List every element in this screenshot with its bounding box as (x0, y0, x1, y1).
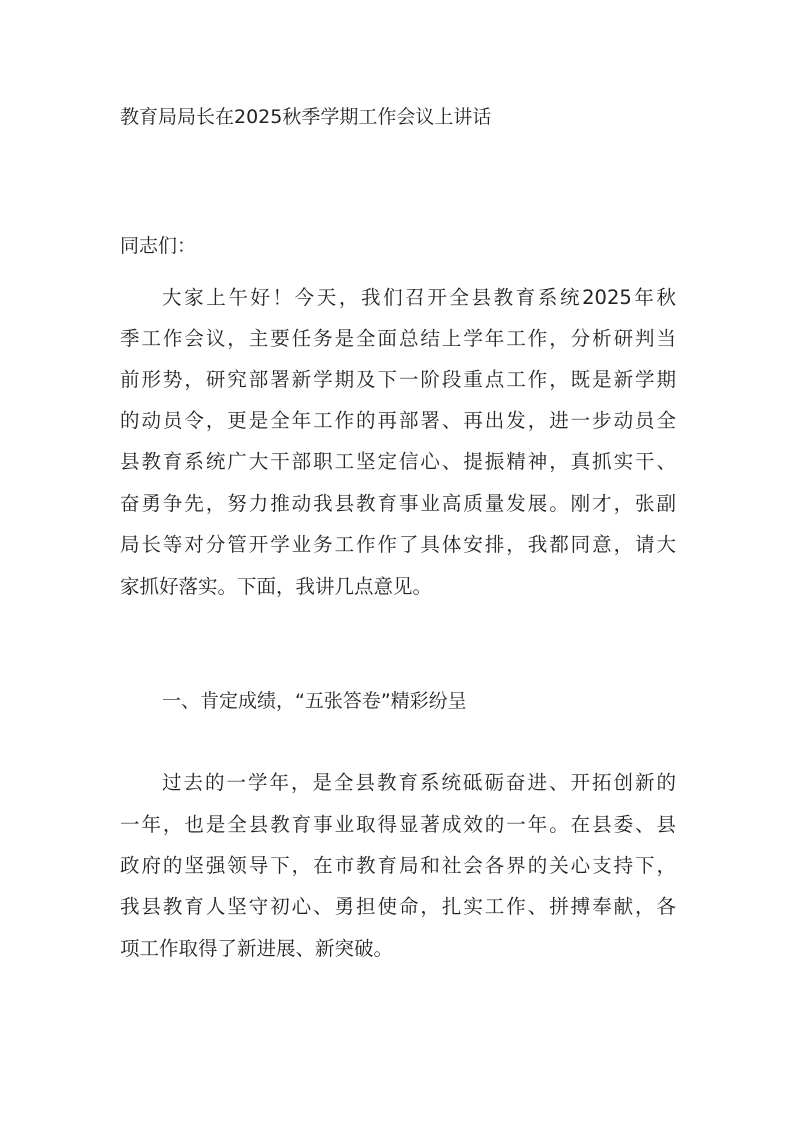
document-title: 教育局局长在2025秋季学期工作会议上讲话 (120, 106, 492, 128)
section-heading: 一、肯定成绩，“五张答卷”精彩纷呈 (162, 690, 467, 712)
paragraph-line: 季工作会议，主要任务是全面总结上学年工作，分析研判当 (120, 327, 676, 350)
paragraph-line: 项工作取得了新进展、新突破。 (120, 937, 394, 960)
paragraph-line: 我县教育人坚守初心、勇担使命，扎实工作、拼搏奉献，各 (120, 895, 676, 918)
paragraph-line: 家抓好落实。下面，我讲几点意见。 (120, 575, 433, 598)
salutation: 同志们： (120, 235, 197, 257)
paragraph-line: 一年，也是全县教育事业取得显著成效的一年。在县委、县 (120, 813, 676, 836)
paragraph-line: 奋勇争先，努力推动我县教育事业高质量发展。刚才，张副 (120, 492, 676, 515)
paragraph-line: 大家上午好！今天，我们召开全县教育系统2025年秋 (162, 286, 676, 309)
paragraph-line: 过去的一学年，是全县教育系统砥砺奋进、开拓创新的 (162, 771, 676, 794)
paragraph-line: 的动员令，更是全年工作的再部署、再出发，进一步动员全 (120, 409, 676, 432)
paragraph-line: 县教育系统广大干部职工坚定信心、提振精神，真抓实干、 (120, 450, 676, 473)
paragraph-line: 前形势，研究部署新学期及下一阶段重点工作，既是新学期 (120, 368, 676, 391)
paragraph-line: 局长等对分管开学业务工作作了具体安排，我都同意，请大 (120, 533, 676, 556)
paragraph-line: 政府的坚强领导下，在市教育局和社会各界的关心支持下， (120, 854, 676, 877)
